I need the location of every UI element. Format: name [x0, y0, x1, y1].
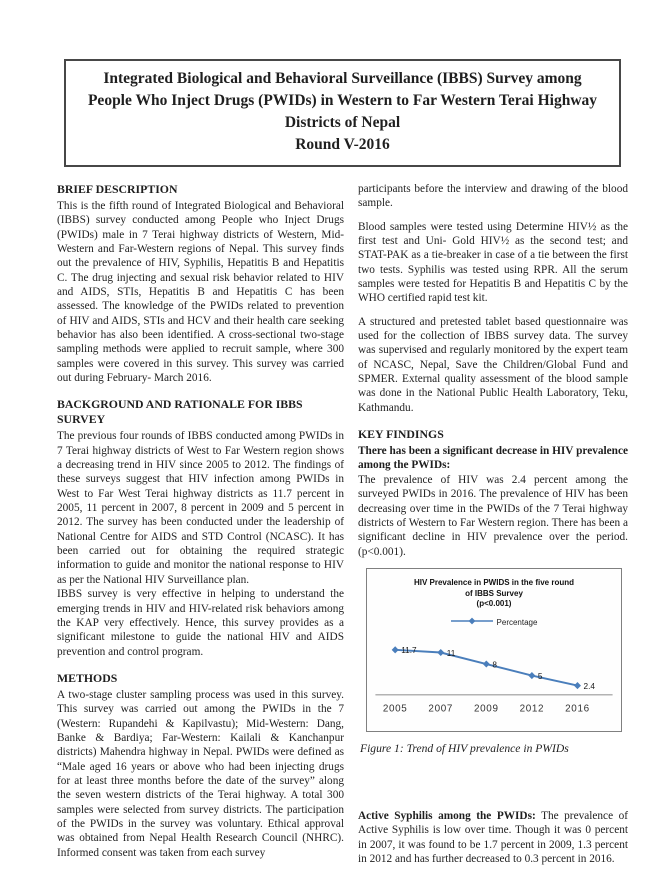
- questionnaire-paragraph: A structured and pretested tablet based questionnaire was used for the collection of IBBS survey data. The survey was supervised and regularly monitored by the expert team of NCASC, Nepal, Save the Children/Global Fund and SPMER. External quality assessment of the blood sample was done in the National Public Health Laboratory, Teku, Kathmandu.: [358, 315, 628, 414]
- heading-brief-description: BRIEF DESCRIPTION: [57, 182, 178, 196]
- two-column-body: [57, 182, 628, 875]
- legend-line-diamond-icon: [451, 617, 493, 628]
- figure-caption: Figure 1: Trend of HIV prevalence in PWIDs: [360, 742, 569, 756]
- svg-text:2005: 2005: [382, 703, 408, 715]
- svg-text:2009: 2009: [474, 703, 499, 715]
- svg-text:8: 8: [492, 660, 497, 670]
- active-syphilis-lead: Active Syphilis among the PWIDs:: [358, 809, 536, 822]
- background-paragraph-2: IBBS survey is very effective in helping to understand the emerging trends in HIV and HIV-related risk behaviors among the KAP very effectively. Hence, this survey provides as a significant milestone to guide the national HIV and AIDS prevention and control program.: [57, 588, 344, 658]
- blood-samples-paragraph: Blood samples were tested using Determine HIV½ as the first test and Uni- Gold HIV½ as the second test; and STAT-PAK as a tie-breaker in case of a tie between the first two tests. Syphilis was tested using RPR. All the serum samples were tested for Hepatitis B and Hepatitis C by the WHO certified rapid test kit.: [358, 220, 628, 305]
- svg-text:2016: 2016: [565, 703, 590, 715]
- svg-text:2.4: 2.4: [583, 682, 595, 692]
- heading-key-findings: KEY FINDINGS: [358, 427, 444, 442]
- svg-text:2012: 2012: [519, 703, 545, 715]
- continuation-paragraph: participants before the interview and drawing of the blood sample.: [358, 183, 628, 210]
- chart-title-line-3: (p<0.001): [476, 599, 512, 609]
- svg-text:2007: 2007: [428, 703, 454, 715]
- svg-text:5: 5: [537, 672, 543, 682]
- right-column: [358, 182, 628, 875]
- document-round: Round V-2016: [295, 136, 390, 153]
- title-box: [64, 59, 621, 167]
- brief-description-paragraph: This is the fifth round of Integrated Biological and Behavioral (IBBS) survey conducted among People who Inject Drugs (PWIDs) male in 7 Terai highway districts of Western, Mid-Western and Far-Western regions of Nepal. This survey finds out the prevalence of HIV, Syphilis, Hepatitis B and Hepatitis C. The drug injecting and sexual risk behavior related to HIV and AIDS, STIs, Hepatitis B and Hepatitis C has been assessed. The knowledge of the PWIDs related to prevention of HIV and AIDS, STIs and HCV and their health care seeking behavior has also been identified. A cross-sectional two-stage sampling methods were applied to recruit sample, where 300 samples were covered in this survey. This survey was carried out during February- March 2016.: [57, 199, 344, 385]
- chart-title-line-1: HIV Prevalence in PWIDS in the five round: [413, 577, 575, 587]
- legend-label: Percentage: [496, 617, 538, 627]
- active-syphilis-paragraph: [358, 809, 628, 866]
- document-title: Integrated Biological and Behavioral Surveillance (IBBS) Survey among People Who Inject Drugs (PWIDs) in Western to Far Western Terai Highway Districts of Nepal: [87, 70, 598, 131]
- hiv-prevalence-chart: [366, 568, 622, 732]
- key-findings-subheading: There has been a significant decrease in HIV prevalence among the PWIDs:: [358, 445, 628, 472]
- heading-background: BACKGROUND AND RATIONALE FOR IBBS SURVEY: [57, 397, 303, 427]
- active-syphilis-text: The prevalence of Active Syphilis is low over time. Though it was 0 percent in 2007, it was found to be 1.7 percent in 2009, 1.3 percent in 2012 and has further decreased to 0.3 percent in 2016.: [358, 809, 629, 865]
- chart-plot: [371, 630, 617, 729]
- svg-text:11.7: 11.7: [401, 646, 417, 656]
- key-findings-paragraph: The prevalence of HIV was 2.4 percent among the surveyed PWIDs in 2016. The prevalence of HIV has been decreasing over time in the PWIDs of the 7 Terai highway districts of Western to Far Western region. There has been a significant decline in HIV prevalence over the period. (p<0.001).: [358, 473, 628, 558]
- methods-paragraph: A two-stage cluster sampling process was used in this survey. This survey was carried out among the PWIDs in the 7 (Western: Rupandehi & Kapilvastu); Mid-Western: Dang, Banke & Bardiya; Far-Western: Kailali & Kanchanpur districts) Mahendra highway in Nepal. PWIDs were defined as “Male aged 16 years or above who had been injecting drugs for at least three months before the date of the survey” along the seven western districts of the Terai highway. A total 300 samples were selected from survey districts. The participation of the PWIDs in the survey was voluntary. Ethical approval was obtained from Nepal Health Research Council (NHRC). Informed consent was taken from each survey: [57, 688, 344, 859]
- left-column: [57, 182, 344, 875]
- heading-methods: METHODS: [57, 670, 118, 685]
- background-paragraph-1: The previous four rounds of IBBS conducted among PWIDs in 7 Terai highway districts of West to Far Western region shows a decreasing trend in HIV since 2005 to 2012. The findings of these surveys suggest that HIV infection among PWIDs in West to Far West Terai highway districts as 11.7 percent in 2005, 11 percent in 2007, 8 percent in 2009 and 5 percent in 2012. The survey has been conducted under the leadership of National Centre for AIDS and STD Control (NCASC). It has been carried out for obtaining the required strategic information to guide and monitor the national response to HIV as per the National HIV Surveillance plan.: [57, 430, 344, 586]
- chart-legend: [371, 617, 617, 628]
- svg-text:11: 11: [446, 649, 456, 659]
- chart-title-line-2: of IBBS Survey: [465, 588, 523, 598]
